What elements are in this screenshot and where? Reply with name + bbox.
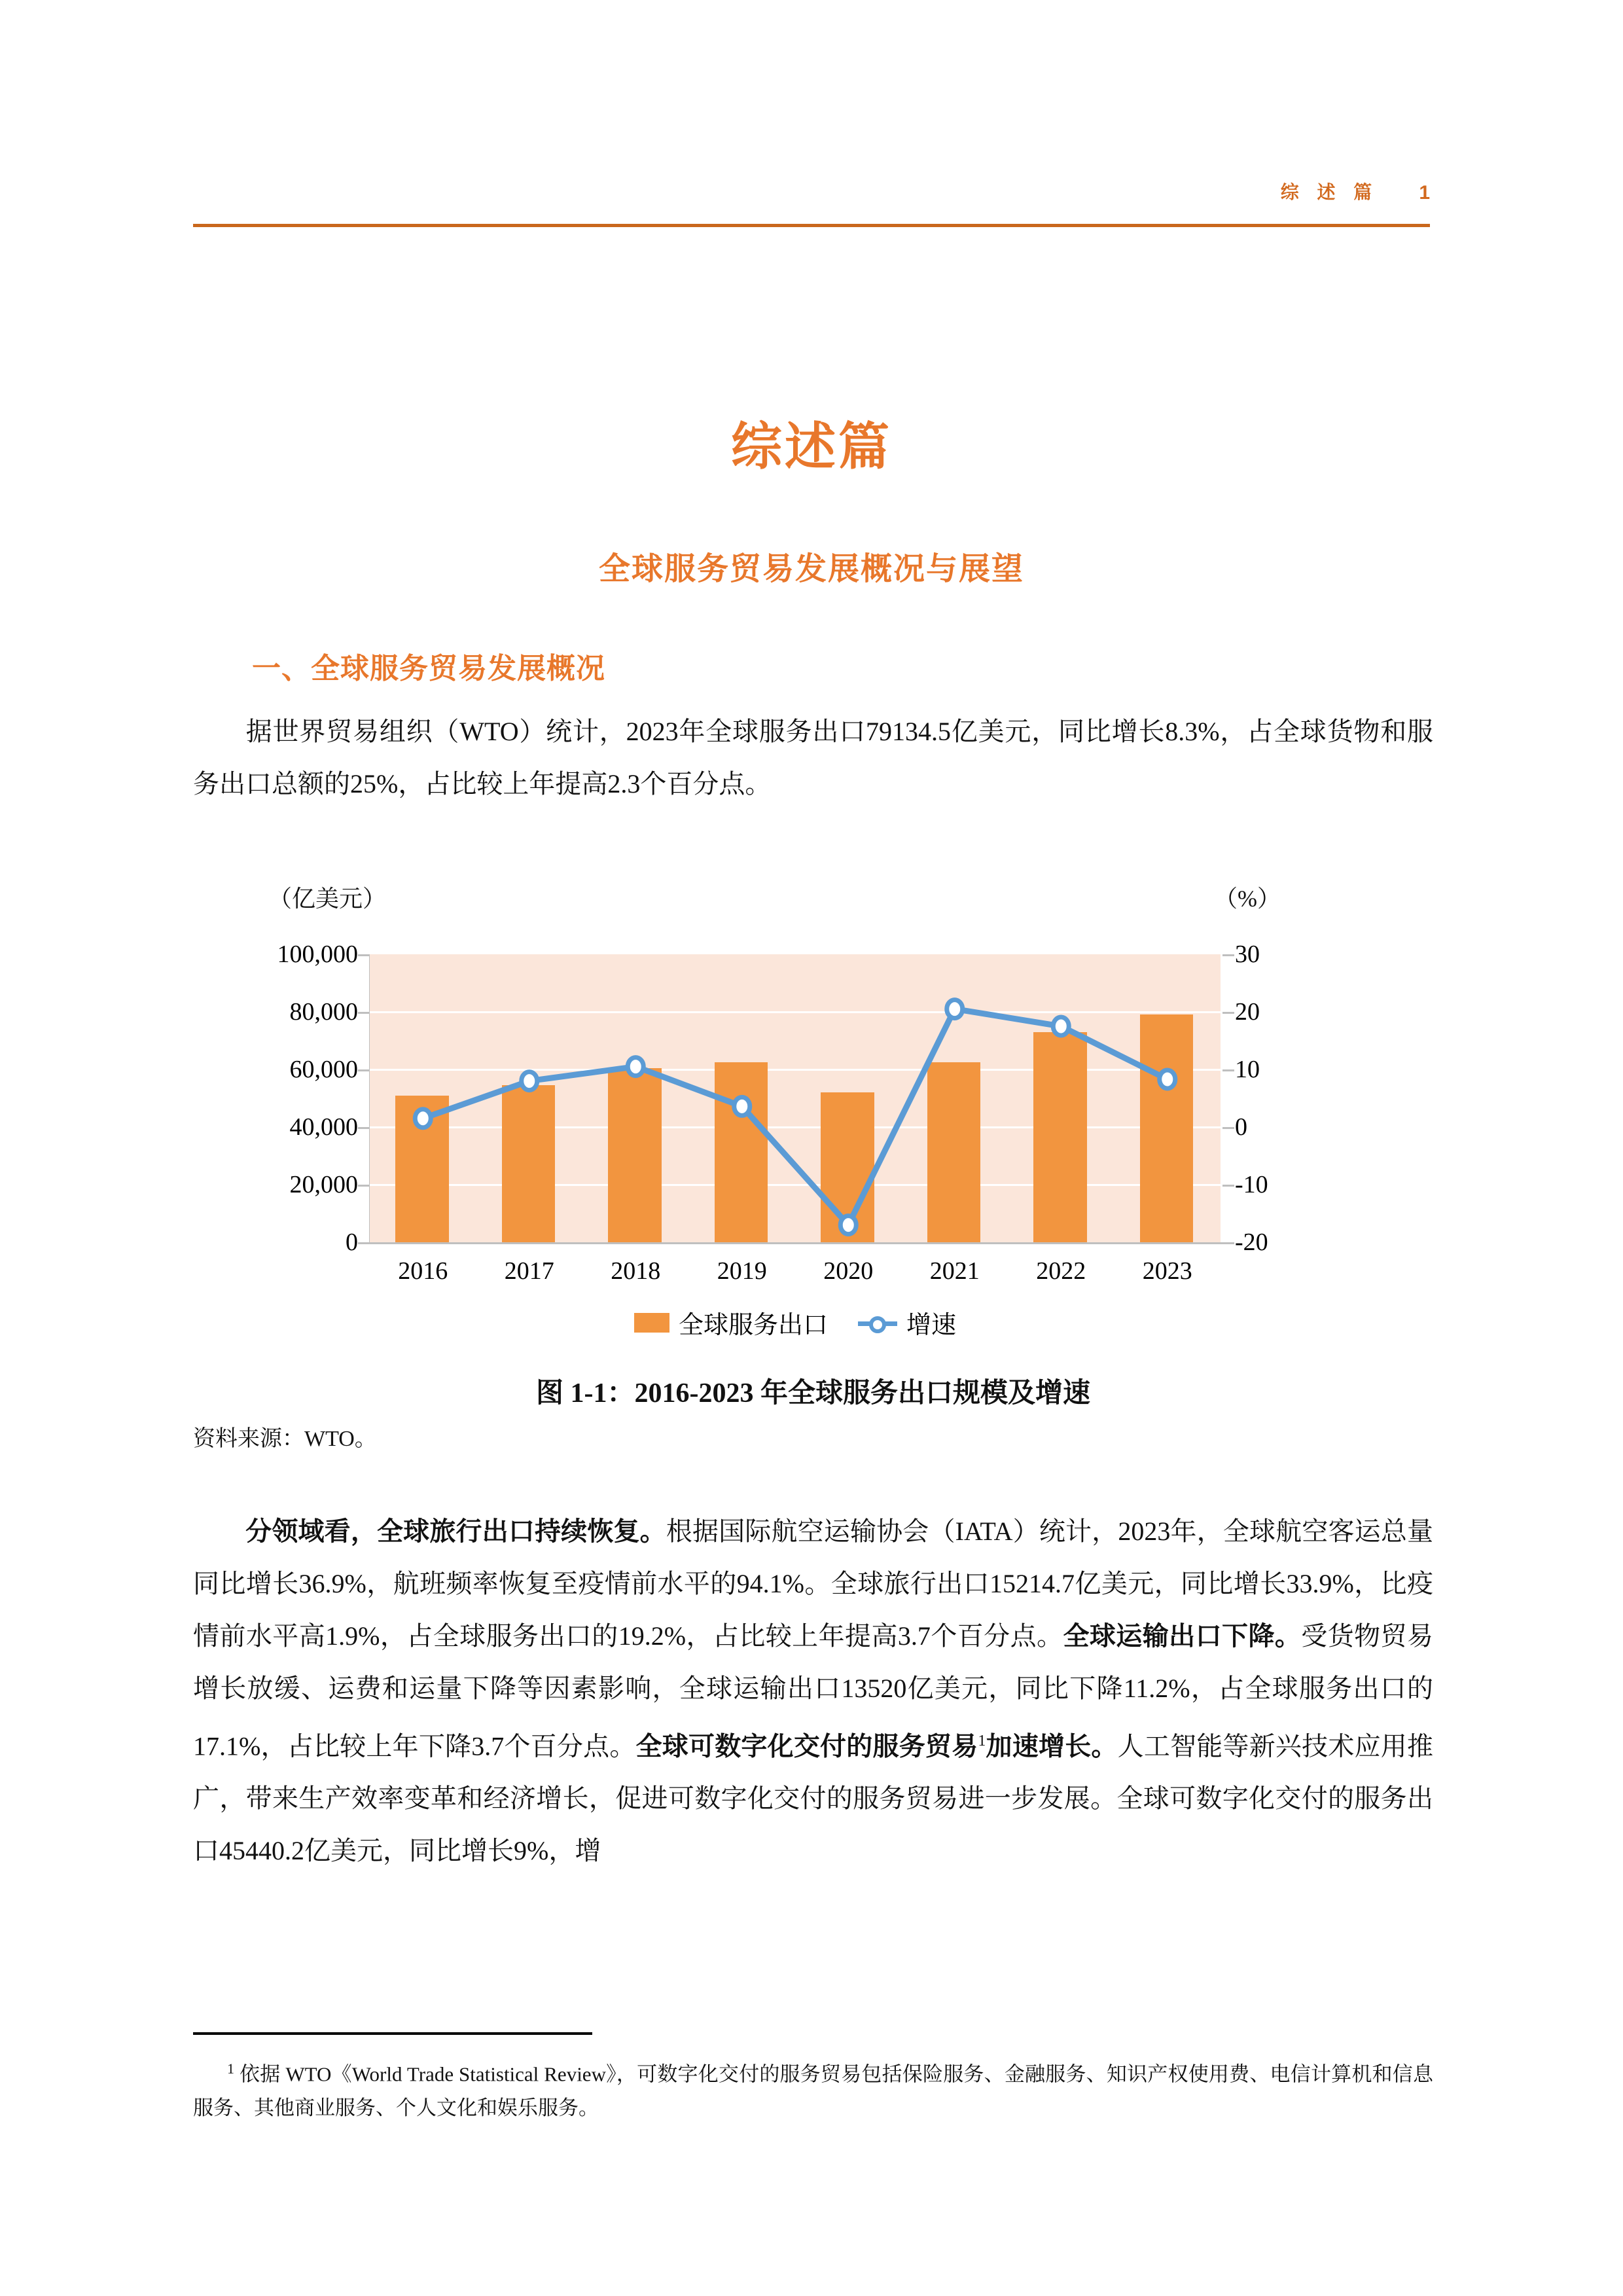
chart-left-axis-labels xyxy=(193,941,358,1256)
paragraph-text-transport: 受货物贸易增长放缓、运费和运量下降等因素影响，全球运输出口13520亿美元，同比下降11.2%，占全球服务出口的17.1%，占比较上年下降3.7个百分点。 xyxy=(193,1621,1434,1761)
right-tick-10 xyxy=(1222,1069,1234,1071)
right-tick-30 xyxy=(1222,954,1234,956)
footnote-ref-1: 1 xyxy=(978,1732,986,1749)
paragraph-lead-digital: 全球可数字化交付的服务贸易 xyxy=(635,1731,978,1761)
y-tick-40000: 40,000 xyxy=(289,1113,358,1141)
marker-2017 xyxy=(522,1072,537,1090)
legend-bar-swatch-icon xyxy=(634,1313,669,1333)
chart-baseline xyxy=(369,1242,1222,1244)
chart-plot-area xyxy=(370,954,1221,1242)
x-label-2018: 2018 xyxy=(611,1257,661,1285)
figure-caption: 图 1-1：2016-2023 年全球服务出口规模及增速 xyxy=(536,1378,1090,1408)
section-heading: 一、全球服务贸易发展概况 xyxy=(252,653,605,685)
left-tick-2 xyxy=(358,1127,370,1129)
figure-chart xyxy=(193,880,1433,1352)
y2-tick-20: 20 xyxy=(1235,998,1260,1026)
x-label-2021: 2021 xyxy=(929,1257,980,1285)
footnote-text: 依据 WTO《World Trade Statistical Review》，可数字化交付的服务贸易包括保险服务、金融服务、知识产权使用费、电信计算机和信息服务、其他商业服务、个人文化和娱乐服务。 xyxy=(193,2062,1433,2120)
paragraph-lead-transport: 全球运输出口下降。 xyxy=(1063,1621,1302,1651)
growth-rate-markers xyxy=(370,954,1221,1242)
x-label-2019: 2019 xyxy=(717,1257,767,1285)
left-tick-0 xyxy=(358,1242,370,1244)
y2-tick-neg10: -10 xyxy=(1235,1171,1268,1198)
marker-2023 xyxy=(1160,1070,1175,1088)
chart-x-axis-labels xyxy=(370,1257,1221,1289)
footnote-number: 1 xyxy=(227,2060,234,2077)
legend-item-growth xyxy=(858,1304,956,1340)
legend-line-marker-icon xyxy=(858,1313,897,1333)
marker-2021 xyxy=(947,1000,963,1018)
chart-left-axis-unit: （亿美元） xyxy=(268,886,387,912)
right-tick-0 xyxy=(1222,1127,1234,1129)
right-tick-neg20 xyxy=(1222,1242,1234,1244)
y-tick-20000: 20,000 xyxy=(289,1171,358,1198)
right-tick-neg10 xyxy=(1222,1185,1234,1187)
y-tick-80000: 80,000 xyxy=(289,998,358,1026)
paragraph-sectors xyxy=(193,1505,1433,1877)
paragraph-text-digital: 人工智能等新兴技术应用推广，带来生产效率变革和经济增长，促进可数字化交付的服务贸易进一步发展。全球可数字化交付的服务出口45440.2亿美元，同比增长9%，增 xyxy=(193,1731,1434,1866)
x-label-2020: 2020 xyxy=(823,1257,874,1285)
part-title: 综述篇 xyxy=(730,418,892,475)
chart-right-axis-unit: （%） xyxy=(1214,886,1281,912)
left-tick-4 xyxy=(358,1012,370,1014)
x-label-2023: 2023 xyxy=(1142,1257,1192,1285)
paragraph-lead-travel: 分领域看，全球旅行出口持续恢复。 xyxy=(245,1516,666,1546)
page-number: 1 xyxy=(1419,182,1430,204)
paragraph-overview-text: 据世界贸易组织（WTO）统计，2023年全球服务出口79134.5亿美元，同比增长8.3%，占全球货物和服务出口总额的25%，占比较上年提高2.3个百分点。 xyxy=(193,717,1433,798)
paragraph-text-travel: 根据国际航空运输协会（IATA）统计，2023年，全球航空客运总量同比增长36.9%，航班频率恢复至疫情前水平的94.1%。全球旅行出口15214.7亿美元，同比增长33.9%，比疫情前水平高1.9%，占全球服务出口的19.2%，占比较上年提高3.7个百分点。 xyxy=(193,1516,1434,1651)
legend-label-growth: 增速 xyxy=(906,1312,957,1339)
paragraph-overview xyxy=(193,706,1433,810)
y2-tick-10: 10 xyxy=(1235,1056,1260,1083)
running-head-section: 综 述 篇 xyxy=(1280,182,1379,202)
running-head xyxy=(193,178,1430,204)
y-tick-0: 0 xyxy=(346,1229,358,1256)
y2-tick-0: 0 xyxy=(1235,1113,1247,1141)
y2-tick-neg20: -20 xyxy=(1235,1229,1268,1256)
header-rule xyxy=(193,224,1430,227)
x-label-2016: 2016 xyxy=(398,1257,448,1285)
marker-2016 xyxy=(415,1109,431,1128)
y-tick-60000: 60,000 xyxy=(289,1056,358,1083)
marker-2019 xyxy=(734,1097,750,1115)
footnote-separator xyxy=(193,2032,592,2035)
y2-tick-30: 30 xyxy=(1235,941,1260,968)
marker-2018 xyxy=(628,1058,643,1076)
paragraph-lead-digital-tail: 加速增长。 xyxy=(986,1731,1118,1761)
y-tick-100000: 100,000 xyxy=(277,941,358,968)
chart-right-axis-labels xyxy=(1235,941,1366,1256)
chart-legend xyxy=(370,1304,1221,1340)
marker-2022 xyxy=(1053,1017,1069,1035)
x-label-2017: 2017 xyxy=(504,1257,554,1285)
footnote-1 xyxy=(193,2052,1433,2125)
x-label-2022: 2022 xyxy=(1036,1257,1086,1285)
right-tick-20 xyxy=(1222,1012,1234,1014)
page-title: 全球服务贸易发展概况与展望 xyxy=(598,552,1024,586)
left-tick-5 xyxy=(358,954,370,956)
figure-source: 资料来源：WTO。 xyxy=(193,1427,377,1451)
left-tick-3 xyxy=(358,1069,370,1071)
marker-2020 xyxy=(840,1216,856,1234)
left-tick-1 xyxy=(358,1185,370,1187)
legend-label-exports: 全球服务出口 xyxy=(678,1312,828,1339)
legend-item-exports xyxy=(634,1304,828,1340)
